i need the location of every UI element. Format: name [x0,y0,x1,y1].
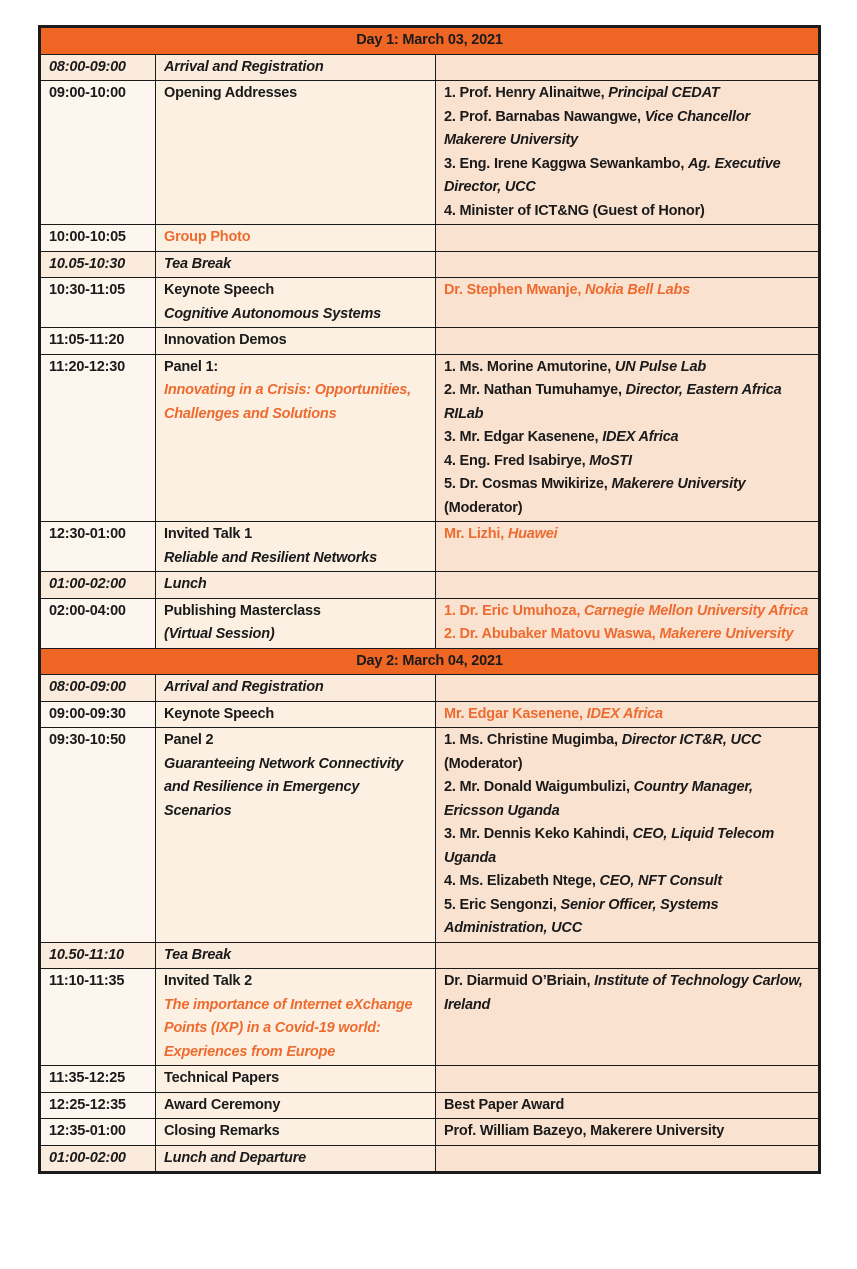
time-cell [40,1066,156,1093]
speaker-role: Institute of Technology Carlow, Ireland [444,973,803,1013]
time-text: 09:00-09:30 [49,705,126,722]
session-line: Arrival and Registration [164,58,324,75]
session-cell [156,251,436,278]
session-line: Keynote Speech [164,705,275,722]
session-line: Invited Talk 2 [164,973,252,989]
time-cell [40,328,156,355]
schedule-row [40,54,820,81]
session-cell [156,278,436,328]
session-cell [156,675,436,702]
speaker-name: 3. Eng. Irene Kaggwa Sewankambo, [444,155,688,172]
speaker-cell [436,598,820,648]
schedule-row [40,354,820,522]
speaker-cell [436,942,820,969]
session-line: Opening Addresses [164,85,298,101]
time-cell [40,572,156,599]
session-line: Arrival and Registration [164,679,324,695]
speaker-name: Best Paper Award [444,1096,565,1113]
session-line: Publishing Masterclass [164,602,321,619]
schedule-row [40,1145,820,1173]
speaker-role: MoSTI [589,452,632,469]
speaker-role: Ag. Executive Director, UCC [444,155,781,195]
session-cell [156,701,436,728]
speaker-entry [444,1120,810,1144]
speaker-name: 4. Minister of ICT&NG (Guest of Honor) [444,202,705,219]
session-cell [156,942,436,969]
time-text: 01:00-02:00 [49,1149,126,1166]
time-text: 10.05-10:30 [49,255,125,272]
speaker-cell [436,1092,820,1119]
time-cell [40,598,156,648]
speaker-name: 1. Dr. Eric Umuhoza, [444,602,585,619]
speaker-role: Principal CEDAT [608,85,720,101]
schedule-row [40,675,820,702]
time-cell [40,1145,156,1173]
time-cell [40,728,156,943]
speaker-cell [436,81,820,225]
speaker-cell [436,354,820,522]
time-cell [40,701,156,728]
speaker-cell [436,328,820,355]
speaker-role: Director ICT&R, UCC [621,732,762,748]
speaker-entry [444,426,810,450]
speaker-cell [436,675,820,702]
session-cell [156,728,436,943]
schedule-row [40,572,820,599]
time-text: 11:20-12:30 [49,358,125,375]
session-line: Group Photo [164,229,251,245]
speaker-name: Prof. William Bazeyo, Makerere University [444,1123,725,1139]
speaker-entry [444,473,810,520]
time-cell [40,942,156,969]
speaker-entry [444,776,810,823]
schedule-row [40,701,820,728]
day-header-row [40,27,820,55]
speaker-role: Makerere University [659,626,794,642]
speaker-entry [444,703,810,727]
speaker-cell [436,1066,820,1093]
time-cell [40,969,156,1066]
speaker-role: CEO, NFT Consult [599,873,723,889]
speaker-name: 5. Eric Sengonzi, [444,896,561,913]
speaker-name: (Moderator) [444,755,523,772]
session-line: Keynote Speech [164,282,275,298]
speaker-cell [436,969,820,1066]
speaker-name: Mr. Edgar Kasenene, [444,705,587,722]
speaker-name: 1. Ms. Morine Amutorine, [444,358,615,375]
time-cell [40,522,156,572]
session-line: Lunch [164,576,207,592]
speaker-role: IDEX Africa [602,429,679,445]
speaker-role: Nokia Bell Labs [585,282,691,298]
speaker-name: 5. Dr. Cosmas Mwikirize, [444,476,612,492]
session-cell [156,225,436,252]
speaker-entry [444,106,810,153]
schedule-body [40,27,820,1173]
time-text: 01:00-02:00 [49,576,126,592]
schedule-row [40,251,820,278]
speaker-role: Carnegie Mellon University Africa [584,602,809,619]
time-cell [40,675,156,702]
schedule-row [40,598,820,648]
speaker-name: Dr. Diarmuid O’Briain, [444,973,595,989]
speaker-role: Country Manager, Ericsson Uganda [444,779,753,819]
speaker-name: 1. Prof. Henry Alinaitwe, [444,85,609,101]
session-cell [156,1066,436,1093]
speaker-entry [444,870,810,894]
time-text: 12:25-12:35 [49,1096,126,1113]
conference-schedule-table [38,25,821,1174]
speaker-name: 2. Prof. Barnabas Nawangwe, [444,108,645,125]
time-text: 10:00-10:05 [49,229,126,245]
speaker-role: CEO, Liquid Telecom Uganda [444,826,775,866]
session-line: Cognitive Autonomous Systems [164,305,382,322]
session-line: Panel 2 [164,732,214,748]
speaker-role: Senior Officer, Systems Administration, UCC [444,896,719,936]
schedule-row [40,942,820,969]
time-cell [40,1119,156,1146]
speaker-role: Makerere University [611,476,746,492]
time-text: 10.50-11:10 [49,946,124,963]
session-line: Reliable and Resilient Networks [164,549,377,566]
speaker-entry [444,823,810,870]
speaker-entry [444,450,810,474]
time-text: 08:00-09:00 [49,58,126,75]
speaker-entry [444,82,810,106]
session-cell [156,1119,436,1146]
speaker-role: Director, Eastern Africa RILab [444,382,782,422]
speaker-entry [444,729,810,776]
speaker-name: 4. Ms. Elizabeth Ntege, [444,873,600,889]
time-text: 11:35-12:25 [49,1070,125,1086]
speaker-name: 4. Eng. Fred Isabirye, [444,452,590,469]
time-cell [40,225,156,252]
schedule-row [40,328,820,355]
speaker-cell [436,522,820,572]
speaker-cell [436,54,820,81]
speaker-role: IDEX Africa [586,705,663,722]
session-line: Technical Papers [164,1070,280,1086]
session-line: Tea Break [164,255,231,272]
speaker-name: 3. Mr. Dennis Keko Kahindi, [444,826,633,842]
session-line: Invited Talk 1 [164,526,252,542]
speaker-entry [444,970,810,1017]
time-text: 11:10-11:35 [49,973,125,989]
speaker-entry [444,379,810,426]
session-cell [156,328,436,355]
session-line: Lunch and Departure [164,1149,307,1166]
time-cell [40,251,156,278]
day-1-header: Day 1: March 03, 2021 [40,27,820,55]
time-text: 12:35-01:00 [49,1123,126,1139]
speaker-entry [444,1094,810,1118]
session-line: Innovating in a Crisis: Opportunities, Challenges and Solutions [164,382,411,422]
time-cell [40,278,156,328]
speaker-entry [444,356,810,380]
speaker-cell [436,1145,820,1173]
schedule-row [40,278,820,328]
session-cell [156,1092,436,1119]
speaker-role: UN Pulse Lab [614,358,706,375]
session-cell [156,522,436,572]
speaker-role: Vice Chancellor Makerere University [444,108,750,148]
time-text: 09:30-10:50 [49,732,126,748]
schedule-row [40,1119,820,1146]
schedule-row [40,225,820,252]
session-cell [156,572,436,599]
speaker-entry [444,200,810,224]
session-cell [156,1145,436,1173]
session-cell [156,54,436,81]
session-line: Guaranteeing Network Connectivity and Resilience in Emergency Scenarios [164,755,404,819]
schedule-row [40,1066,820,1093]
session-line: (Virtual Session) [164,626,275,642]
speaker-cell [436,251,820,278]
session-cell [156,598,436,648]
speaker-role: Huawei [507,526,558,542]
speaker-cell [436,278,820,328]
session-line: Closing Remarks [164,1123,280,1139]
speaker-entry [444,894,810,941]
speaker-entry [444,623,810,647]
day-header-row [40,648,820,675]
time-cell [40,354,156,522]
speaker-name: 2. Dr. Abubaker Matovu Waswa, [444,626,660,642]
speaker-name: (Moderator) [444,499,523,516]
speaker-entry [444,523,810,547]
schedule-row [40,522,820,572]
time-text: 09:00-10:00 [49,85,126,101]
speaker-cell [436,701,820,728]
schedule-row [40,728,820,943]
schedule-row [40,1092,820,1119]
speaker-name: Dr. Stephen Mwanje, [444,282,586,298]
speaker-name: 1. Ms. Christine Mugimba, [444,732,622,748]
speaker-cell [436,572,820,599]
session-cell [156,354,436,522]
speaker-cell [436,225,820,252]
schedule-row [40,81,820,225]
session-line: Tea Break [164,946,231,963]
speaker-name: 3. Mr. Edgar Kasenene, [444,429,603,445]
time-text: 12:30-01:00 [49,526,126,542]
time-text: 11:05-11:20 [49,332,125,348]
time-cell [40,54,156,81]
speaker-name: 2. Mr. Donald Waigumbulizi, [444,779,634,795]
speaker-entry [444,279,810,303]
session-line: Panel 1: [164,358,219,375]
session-cell [156,969,436,1066]
session-cell [156,81,436,225]
speaker-name: Mr. Lizhi, [444,526,508,542]
speaker-entry [444,153,810,200]
day-2-header: Day 2: March 04, 2021 [40,648,820,675]
time-cell [40,81,156,225]
time-text: 10:30-11:05 [49,282,125,298]
time-text: 02:00-04:00 [49,602,126,619]
speaker-cell [436,1119,820,1146]
time-text: 08:00-09:00 [49,679,126,695]
session-line: Award Ceremony [164,1096,281,1113]
session-line: The importance of Internet eXchange Points (IXP) in a Covid-19 world: Experiences from Europe [164,996,413,1060]
schedule-row [40,969,820,1066]
session-line: Innovation Demos [164,332,287,348]
time-cell [40,1092,156,1119]
speaker-name: 2. Mr. Nathan Tumuhamye, [444,382,626,398]
speaker-entry [444,600,810,624]
speaker-cell [436,728,820,943]
